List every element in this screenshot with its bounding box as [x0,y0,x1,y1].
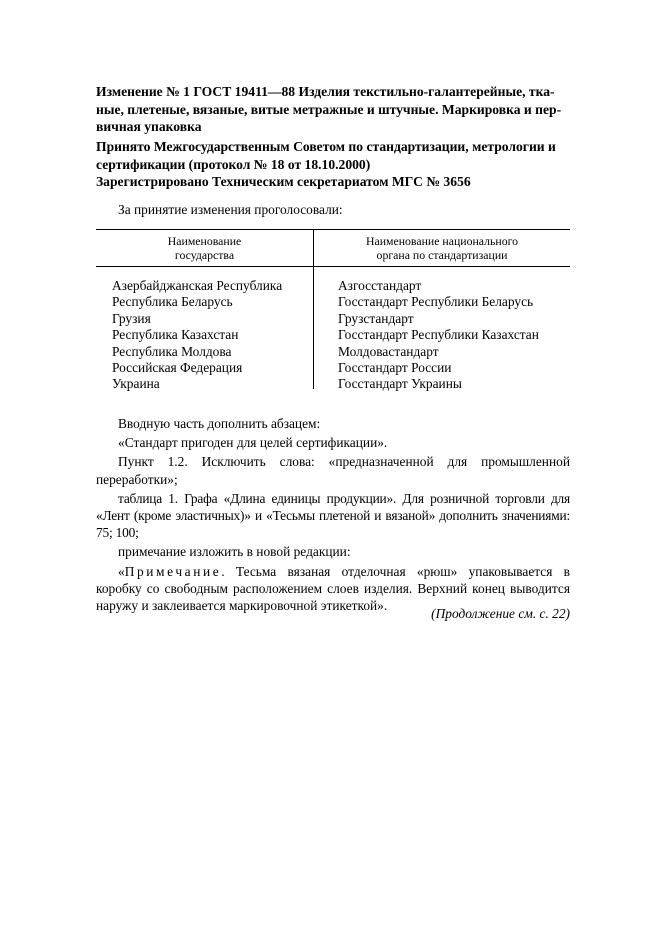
table-cell-body: Госстандарт России [338,359,452,375]
title-line-3: вичная упаковка [96,119,202,134]
header-state-line-2: государства [174,248,235,262]
table-cell-body: Азгосстандарт [338,278,422,293]
adoption-line-2: сертификации (протокол № 18 от 18.10.2000) [96,156,371,172]
title-line-2: ные, плетеные, вязаные, витые метражные и штучные. Маркировка и пер- [96,101,562,117]
note-text: . Тесьма вязаная отделочная «рюш» упаковывается в коробку со свободным расположением слоев изделия. Верхний конец выводится наружу и заклеивается маркировочной этикеткой». [96,563,570,614]
table-column-states [112,278,282,393]
table-cell-state: Грузия [112,310,151,326]
body-paragraph: примечание изложить в новой редакции: [118,544,351,560]
table-cell-state: Республика Молдова [112,343,232,359]
body-paragraph: «Стандарт пригоден для целей сертификации». [118,435,388,451]
table-cell-body: Молдовастандарт [338,343,439,359]
table-header-rule [96,266,570,267]
note-label: Примечание [124,563,222,579]
amendment-title [96,83,570,136]
table-cell-body: Госстандарт Республики Беларусь [338,294,534,310]
note-quote-open: « [118,563,125,579]
adoption-line-3: Зарегистрировано Техническим секретариатом МГС № 3656 [96,174,471,189]
table-cell-state: Республика Беларусь [112,294,233,310]
table-cell-state: Республика Казахстан [112,327,239,343]
header-body-line-2: органа по стандартизации [376,248,508,262]
adoption-info [96,138,570,191]
table-cell-state: Украина [112,376,160,392]
body-paragraph: таблица 1. Графа «Длина единицы продукции». Для розничной торговли для «Лент (кроме эластичных)» и «Тесьмы плетеной и вязаной» дополнить значениями: 75; 100; [96,490,570,541]
table-cell-state: Российская Федерация [112,359,243,375]
table-column-bodies [338,278,539,393]
body-paragraph: Вводную часть дополнить абзацем: [118,416,321,431]
table-cell-body: Грузстандарт [338,310,414,326]
continuation-note: (Продолжение см. с. 22) [431,606,570,621]
table-header-body [314,234,570,262]
body-paragraph: Пункт 1.2. Исключить слова: «предназначенной для промышленной переработки»; [96,454,570,487]
title-line-1: Изменение № 1 ГОСТ 19411—88 Изделия текстильно-галантерейные, тка- [96,84,555,99]
table-top-rule [96,229,570,230]
header-state-line-1: Наименование [167,234,242,248]
header-body-line-1: Наименование национального [365,234,519,248]
voted-intro: За принятие изменения проголосовали: [118,202,343,217]
table-header-state [96,234,313,262]
table-cell-state: Азербайджанская Республика [112,278,283,293]
adoption-line-1: Принято Межгосударственным Советом по стандартизации, метрологии и [96,139,556,154]
amendment-body [96,415,570,616]
table-cell-body: Госстандарт Украины [338,376,462,392]
table-cell-body: Госстандарт Республики Казахстан [338,327,539,343]
